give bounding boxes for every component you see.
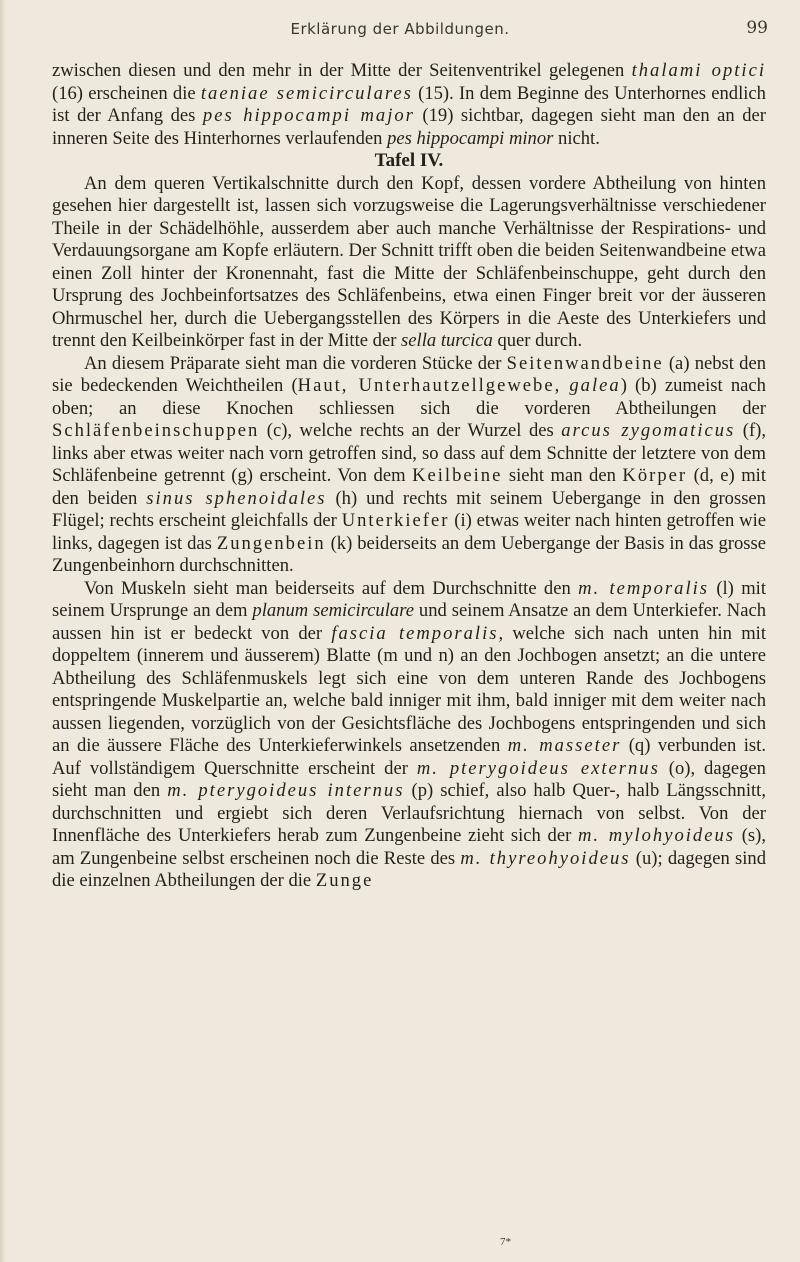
text-run: nicht. (553, 127, 600, 149)
page-number: 99 (746, 18, 768, 38)
text-run: (q) verbunden ist. Auf vollständigem Querschnitte erscheint der (52, 735, 766, 779)
text-run: (15). In dem Beginne des Unterhornes endlich ist der Anfang des (52, 82, 766, 126)
term-koerper: Körper (622, 465, 688, 486)
term-m-masseter: m. masseter (507, 735, 622, 756)
body-text (52, 60, 766, 893)
text-run: ) (b) zumeist nach oben; an diese Knochen schliessen sich die vorderen Abtheilungen der (52, 375, 766, 419)
term-m-temporalis: m. temporalis (578, 577, 710, 599)
term-zunge: Zunge (315, 870, 374, 891)
text-run: (p) schief, also halb Quer-, halb Längsschnitt, durchschnitten und ergiebt sich deren Verlaufsrichtung hiernach von selbst. Von der Innenfläche des Unterkiefers herab zum Zungenbeine zieht sich der (52, 780, 766, 846)
text-run: , welche sich nach unten hin mit doppeltem (innerem und äusserem) Blatte (m und n) an den Jochbogen ansetzt; an die untere Abtheilung des Schläfenmuskels legt sich eine von dem unteren Rande des Jochbogens entspringende Muskelpartie an, welche bald inniger mit ihm, bald inniger mit dem weiter nach aussen liegenden, vorzüglich von der Gesichtsfläche des Jochbogens entspringenden und sich an die äussere Fläche des Unterkieferwinkels ansetzenden (52, 622, 766, 756)
term-schlaefenbeinschuppen: Schläfenbeinschuppen (52, 420, 260, 441)
term-keilbeine: Keilbeine (412, 465, 503, 486)
text-run: (o), dagegen sieht man den (52, 757, 766, 801)
term-fascia-temporalis: fascia temporalis (331, 622, 499, 644)
text-run: (s), am Zungenbeine selbst erscheinen noch die Reste des (52, 825, 767, 869)
page-edge-shadow (0, 0, 6, 1262)
term-m-mylohyoideus: m. mylohyoideus (578, 825, 736, 846)
term-galea: galea (569, 375, 621, 396)
text-run: (k) beiderseits an dem Uebergange der Basis in das grosse Zungenbeinhorn durchschnitten. (52, 532, 766, 576)
term-zungenbein: Zungenbein (216, 532, 326, 554)
term-pes-hippocampi-minor: pes hippocampi minor (387, 127, 554, 149)
paragraph-muscles (52, 578, 766, 893)
text-run: Von Muskeln sieht man beiderseits auf dem Durchschnitte den (84, 577, 579, 599)
text-run: (c), welche rechts an der Wurzel des (259, 420, 562, 441)
term-sella-turcica: sella turcica (401, 330, 493, 351)
term-planum-semicirculare: planum semicirculare (252, 600, 414, 621)
text-run: (i) etwas weiter nach hinten getroffen wie links, dagegen ist das (52, 510, 766, 554)
signature-mark: 7* (500, 1236, 511, 1248)
term-sinus-sphenoidales: sinus sphenoidales (146, 487, 327, 509)
text-run: (d, e) mit den beiden (52, 465, 766, 509)
text-run: sieht man den (502, 465, 623, 486)
paragraph-bones (52, 353, 766, 578)
text-run: (h) und rechts mit seinem Uebergange in den grossen Flügel; rechts erscheint gleichfalls der (52, 487, 766, 531)
term-pes-hippocampi-major: pes hippocampi major (202, 105, 415, 126)
section-title: Tafel IV. (374, 150, 444, 171)
term-seitenwandbeine: Seitenwandbeine (506, 352, 664, 374)
term-unterkiefer: Unterkiefer (341, 510, 450, 531)
term-haut: Haut, Unterhautzellgewebe, (297, 375, 562, 396)
text-run: An diesem Präparate sieht man die vorderen Stücke der (84, 352, 507, 374)
paragraph-intro (52, 173, 766, 353)
text-run: (u); dagegen sind die einzelnen Abtheilungen der die (52, 847, 766, 891)
running-head: Erklärung der Abbildungen. (290, 20, 510, 38)
term-m-thyreohyoideus: m. thyreohyoideus (460, 847, 631, 869)
text-run: (l) mit seinem Ursprunge an dem (52, 577, 766, 621)
text-run: zwischen diesen und den mehr in der Mitte der Seitenventrikel gelegenen (52, 60, 625, 81)
text-run: (f), links aber etwas weiter nach vorn getroffen sind, so dass auf dem Schnitte der letztere von dem Schläfenbeine getrennt (g) erscheint. Von dem (52, 420, 766, 486)
term-arcus-zygomaticus: arcus zygomaticus (561, 420, 736, 441)
text-run: (a) nebst den sie bedeckenden Weichtheilen ( (52, 352, 766, 396)
term-taeniae-semicirculares: taeniae semicirculares (200, 82, 413, 104)
text-run: quer durch. (492, 330, 583, 351)
paragraph-continuation (52, 60, 766, 150)
text-run: (19) sichtbar, dagegen sieht man den an der inneren Seite des Hinterhornes verlaufenden (52, 105, 766, 149)
text-run: (16) erscheinen die (52, 82, 201, 104)
term-m-pterygoideus-internus: m. pterygoideus internus (167, 780, 405, 801)
text-run: und seinem Ansatze an dem Unterkiefer. Nach aussen hin ist er bedeckt von der (52, 600, 766, 644)
text-run: An dem queren Vertikalschnitte durch den Kopf, dessen vordere Abtheilung von hinten gesehen hier dargestellt ist, lassen sich vorzugsweise die Lagerungsverhältnisse verschiedener Theile in der Schädelhöhle, ausserdem aber auch manche Verhältnisse der Respirations- und Verdauungsorgane am Kopfe erläutern. Der Schnitt trifft oben die beiden Seitenwandbeine etwa einen Zoll hinter der Kronennaht, fast die Mitte der Schläfenbeinschuppe, geht durch den Ursprung des Jochbeinfortsatzes des Schläfenbeins, etwa einen Finger breit vor der äusseren Ohrmuschel her, durch die Uebergangsstellen des Körpers in die Aeste des Unterkiefers und trennt den Keilbeinkörper fast in der Mitte der (52, 172, 766, 351)
term-thalami-optici: thalami optici (631, 60, 767, 81)
term-m-pterygoideus-externus: m. pterygoideus externus (416, 757, 660, 779)
